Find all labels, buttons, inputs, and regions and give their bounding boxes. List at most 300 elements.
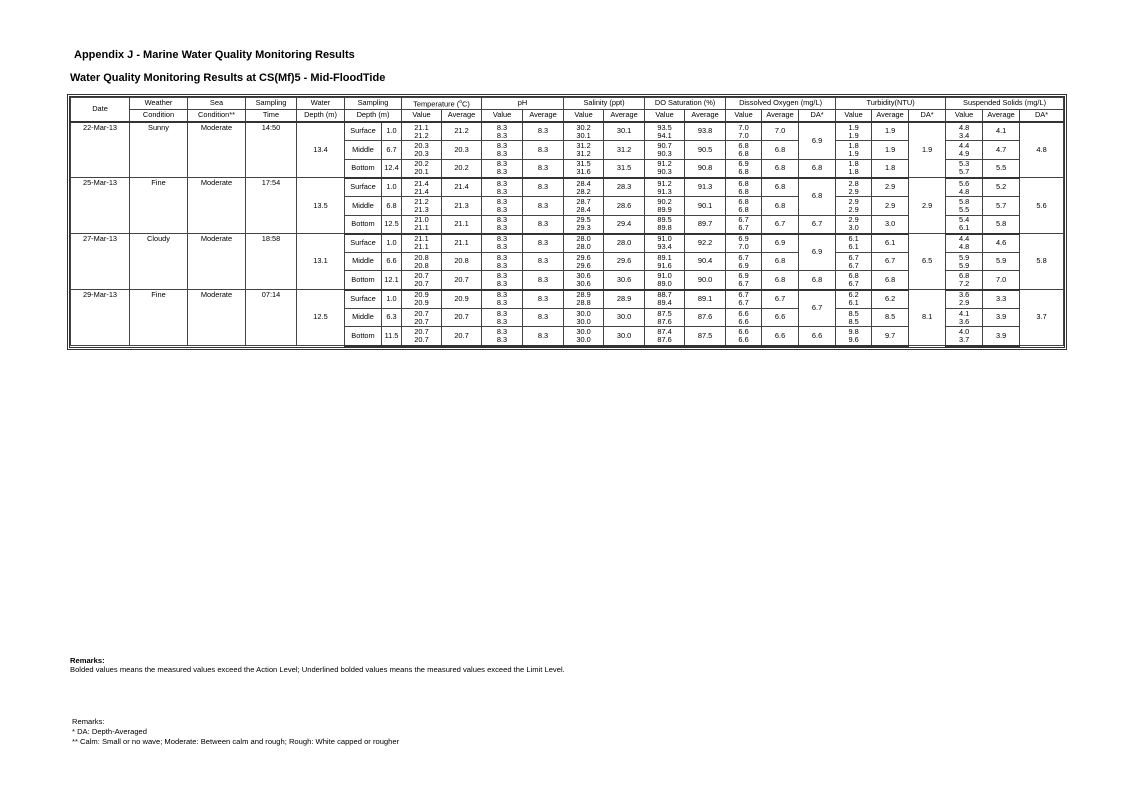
ph-average-cell: 8.3	[523, 159, 564, 178]
dissolved-oxygen-da-cell: 6.6	[799, 327, 836, 346]
ph-average-cell: 8.3	[523, 141, 564, 159]
turbidity-value: 2.9	[848, 204, 859, 214]
temperature-header: Temperature ($^o$C)	[402, 98, 482, 110]
suspended-solids-average-cell: 4.6	[983, 234, 1020, 253]
do-saturation-value: 89.1	[657, 252, 672, 262]
dissolved-oxygen-values-cell	[726, 178, 762, 197]
turbidity-values-cell	[836, 178, 872, 197]
ph-values-cell	[482, 197, 523, 215]
turbidity-values-cell	[836, 271, 872, 290]
temperature-value: 21.1	[414, 242, 429, 252]
turbidity-value: 6.7	[848, 260, 859, 270]
do-saturation-value: 91.3	[657, 186, 672, 196]
do-saturation-value: 91.0	[657, 234, 672, 244]
do-saturation-value: 87.6	[657, 316, 672, 326]
temperature-average-cell: 21.1	[442, 215, 482, 234]
dissolved-oxygen-value: 7.0	[738, 122, 749, 132]
weather-cell: Fine	[130, 178, 188, 234]
results-table-frame	[67, 94, 1067, 350]
do-saturation-value: 90.7	[657, 140, 672, 150]
table-row	[71, 234, 1064, 253]
da-header: DA*	[909, 110, 946, 123]
ph-values-cell	[482, 141, 523, 159]
turbidity-values-cell	[836, 290, 872, 309]
do-saturation-values-cell	[645, 309, 685, 327]
ph-value: 8.3	[496, 178, 508, 188]
do-saturation-average-cell: 89.1	[685, 290, 726, 309]
temperature-values-cell	[402, 327, 442, 346]
do-saturation-average-cell: 89.7	[685, 215, 726, 234]
sampling-depth-cell: 1.0	[382, 290, 402, 309]
turbidity-value: 2.9	[848, 215, 859, 225]
turbidity-value: 1.9	[848, 149, 859, 158]
turbidity-value: 8.5	[848, 308, 859, 318]
do-saturation-value: 89.8	[657, 223, 672, 233]
turbidity-value: 9.8	[848, 326, 859, 336]
temperature-average-cell: 20.3	[442, 141, 482, 159]
temperature-value: 21.2	[414, 130, 429, 140]
results-table	[70, 97, 1064, 347]
salinity-value: 29.3	[576, 223, 591, 233]
turbidity-average-cell: 8.5	[872, 309, 909, 327]
do-saturation-average-cell: 87.6	[685, 309, 726, 327]
sampling-depth-subheader: Depth (m)	[345, 110, 402, 123]
dissolved-oxygen-value: 6.8	[738, 178, 749, 188]
temperature-value: 20.7	[414, 279, 429, 289]
do-saturation-value: 89.4	[657, 298, 672, 308]
salinity-value: 30.0	[576, 334, 591, 344]
temperature-values-cell	[402, 271, 442, 290]
table-row	[71, 122, 1064, 141]
temperature-value: 21.1	[414, 234, 429, 244]
turbidity-value: 1.8	[848, 167, 859, 177]
ph-values-cell	[482, 253, 523, 271]
salinity-values-cell	[564, 327, 604, 346]
suspended-solids-da-cell: 5.8	[1020, 234, 1064, 290]
temperature-values-cell	[402, 290, 442, 309]
weather-header: Weather	[130, 98, 188, 110]
temperature-values-cell	[402, 253, 442, 271]
suspended-solids-values-cell	[946, 290, 983, 309]
salinity-average-cell: 31.5	[604, 159, 645, 178]
turbidity-average-cell: 6.7	[872, 253, 909, 271]
average-header: Average	[685, 110, 726, 123]
suspended-solids-value: 4.1	[958, 308, 970, 318]
ph-value: 8.3	[496, 196, 508, 206]
suspended-solids-value: 6.1	[958, 223, 970, 233]
dissolved-oxygen-value: 6.8	[738, 196, 749, 206]
sampling-depth-cell: 6.6	[382, 253, 402, 271]
temperature-values-cell	[402, 215, 442, 234]
salinity-value: 31.2	[576, 140, 591, 150]
salinity-header: Salinity (ppt)	[564, 98, 645, 110]
ph-value: 8.3	[496, 130, 508, 140]
turbidity-average-cell: 3.0	[872, 215, 909, 234]
salinity-value: 30.0	[576, 326, 591, 336]
sampling-level-cell: Surface	[345, 234, 382, 253]
suspended-solids-value: 2.9	[958, 298, 970, 308]
do-saturation-values-cell	[645, 159, 685, 178]
remarks-text: Bolded values means the measured values exceed the Action Level; Underlined bolded values means the measured values exceed the Limit Level.	[70, 665, 565, 674]
salinity-values-cell	[564, 215, 604, 234]
dissolved-oxygen-value: 6.7	[738, 223, 749, 233]
turbidity-values-cell	[836, 234, 872, 253]
suspended-solids-values-cell	[946, 197, 983, 215]
suspended-solids-average-cell: 5.8	[983, 215, 1020, 234]
dissolved-oxygen-da-cell: 6.8	[799, 159, 836, 178]
turbidity-average-cell: 2.9	[872, 197, 909, 215]
ph-value: 8.3	[496, 279, 508, 289]
dissolved-oxygen-values-cell	[726, 309, 762, 327]
appendix-title: Appendix J - Marine Water Quality Monitoring Results	[74, 49, 355, 61]
dissolved-oxygen-value: 6.9	[738, 270, 749, 280]
temperature-average-cell: 21.2	[442, 122, 482, 141]
date-cell: 25-Mar-13	[71, 178, 130, 234]
salinity-value: 28.9	[576, 290, 591, 300]
ph-value: 8.3	[496, 167, 508, 177]
sea-condition-cell: Moderate	[188, 178, 246, 234]
sampling-depth-cell: 6.3	[382, 309, 402, 327]
dissolved-oxygen-average-cell: 6.8	[762, 159, 799, 178]
sampling-depth-cell: 1.0	[382, 122, 402, 141]
dissolved-oxygen-value: 6.8	[738, 140, 749, 150]
dissolved-oxygen-values-cell	[726, 159, 762, 178]
salinity-values-cell	[564, 271, 604, 290]
value-header: Value	[482, 110, 523, 123]
dissolved-oxygen-values-cell	[726, 197, 762, 215]
suspended-solids-average-cell: 5.9	[983, 253, 1020, 271]
do-saturation-value: 87.4	[657, 326, 672, 336]
do-saturation-value: 91.2	[657, 178, 672, 188]
ph-values-cell	[482, 178, 523, 197]
sampling-level-cell: Middle	[345, 197, 382, 215]
suspended-solids-value: 4.4	[958, 140, 970, 150]
dissolved-oxygen-value: 6.6	[738, 308, 749, 318]
temperature-values-cell	[402, 197, 442, 215]
dissolved-oxygen-value: 6.8	[738, 149, 749, 158]
suspended-solids-da-cell: 3.7	[1020, 290, 1064, 346]
salinity-value: 31.2	[576, 149, 591, 158]
temperature-value: 21.1	[414, 122, 429, 132]
temperature-value: 20.8	[414, 260, 429, 270]
suspended-solids-value: 4.4	[958, 234, 970, 244]
do-saturation-values-cell	[645, 141, 685, 159]
salinity-values-cell	[564, 197, 604, 215]
temperature-value: 21.1	[414, 223, 429, 233]
salinity-value: 28.4	[576, 178, 591, 188]
turbidity-value: 8.5	[848, 316, 859, 326]
sampling-level-cell: Middle	[345, 309, 382, 327]
do-saturation-values-cell	[645, 122, 685, 141]
turbidity-value: 6.1	[848, 298, 859, 308]
table-row	[71, 290, 1064, 309]
suspended-solids-value: 4.8	[958, 186, 970, 196]
temperature-value: 20.7	[414, 308, 429, 318]
ph-header: pH	[482, 98, 564, 110]
salinity-values-cell	[564, 253, 604, 271]
dissolved-oxygen-average-cell: 6.8	[762, 253, 799, 271]
turbidity-value: 1.9	[848, 130, 859, 140]
temperature-values-cell	[402, 159, 442, 178]
suspended-solids-values-cell	[946, 271, 983, 290]
turbidity-values-cell	[836, 141, 872, 159]
suspended-solids-value: 4.8	[958, 242, 970, 252]
do-saturation-values-cell	[645, 178, 685, 197]
temperature-values-cell	[402, 178, 442, 197]
results-body	[71, 122, 1064, 346]
do-saturation-values-cell	[645, 234, 685, 253]
turbidity-average-cell: 6.1	[872, 234, 909, 253]
salinity-values-cell	[564, 290, 604, 309]
do-saturation-value: 89.0	[657, 279, 672, 289]
sampling-level-cell: Bottom	[345, 215, 382, 234]
suspended-solids-average-cell: 3.9	[983, 327, 1020, 346]
temperature-value: 20.7	[414, 270, 429, 280]
salinity-value: 30.6	[576, 279, 591, 289]
do-saturation-values-cell	[645, 271, 685, 290]
salinity-average-cell: 30.1	[604, 122, 645, 141]
suspended-solids-values-cell	[946, 309, 983, 327]
ph-values-cell	[482, 290, 523, 309]
salinity-values-cell	[564, 234, 604, 253]
do-saturation-value: 87.5	[657, 308, 672, 318]
suspended-solids-value: 5.9	[958, 260, 970, 270]
ph-average-cell: 8.3	[523, 197, 564, 215]
salinity-value: 31.6	[576, 167, 591, 177]
value-header: Value	[836, 110, 872, 123]
salinity-average-cell: 29.4	[604, 215, 645, 234]
turbidity-value: 2.9	[848, 196, 859, 206]
salinity-value: 30.0	[576, 308, 591, 318]
turbidity-value: 1.9	[848, 122, 859, 132]
temperature-average-cell: 20.9	[442, 290, 482, 309]
do-saturation-average-cell: 90.4	[685, 253, 726, 271]
temperature-value: 20.2	[414, 159, 429, 169]
temperature-value: 21.4	[414, 178, 429, 188]
suspended-solids-value: 5.6	[958, 178, 970, 188]
do-saturation-values-cell	[645, 327, 685, 346]
ph-values-cell	[482, 159, 523, 178]
suspended-solids-value: 4.8	[958, 122, 970, 132]
do-saturation-header: DO Saturation (%)	[645, 98, 726, 110]
salinity-values-cell	[564, 159, 604, 178]
ph-average-cell: 8.3	[523, 215, 564, 234]
weather-subheader: Condition	[130, 110, 188, 123]
do-saturation-value: 91.6	[657, 260, 672, 270]
suspended-solids-average-cell: 7.0	[983, 271, 1020, 290]
sampling-depth-cell: 12.4	[382, 159, 402, 178]
suspended-solids-values-cell	[946, 122, 983, 141]
suspended-solids-average-cell: 5.5	[983, 159, 1020, 178]
ph-value: 8.3	[496, 290, 508, 300]
ph-value: 8.3	[496, 159, 508, 169]
ph-values-cell	[482, 271, 523, 290]
turbidity-average-cell: 1.8	[872, 159, 909, 178]
dissolved-oxygen-da-cell: 6.7	[799, 215, 836, 234]
turbidity-value: 1.8	[848, 140, 859, 150]
ph-value: 8.3	[496, 270, 508, 280]
value-header: Value	[726, 110, 762, 123]
suspended-solids-average-cell: 3.3	[983, 290, 1020, 309]
temperature-average-cell: 21.1	[442, 234, 482, 253]
header-row-2	[71, 110, 1064, 123]
turbidity-values-cell	[836, 122, 872, 141]
dissolved-oxygen-values-cell	[726, 234, 762, 253]
turbidity-values-cell	[836, 197, 872, 215]
sampling-level-cell: Surface	[345, 178, 382, 197]
sampling-level-cell: Bottom	[345, 271, 382, 290]
ph-value: 8.3	[496, 316, 508, 326]
sea-header: Sea	[188, 98, 246, 110]
table-title: Water Quality Monitoring Results at CS(Mf)5 - Mid-FloodTide	[70, 72, 386, 84]
salinity-values-cell	[564, 141, 604, 159]
temperature-value: 20.8	[414, 252, 429, 262]
do-saturation-value: 89.5	[657, 215, 672, 225]
salinity-value: 30.2	[576, 122, 591, 132]
salinity-values-cell	[564, 122, 604, 141]
sampling-time-cell: 14:50	[246, 122, 297, 178]
dissolved-oxygen-value: 6.8	[738, 167, 749, 177]
date-cell: 27-Mar-13	[71, 234, 130, 290]
turbidity-value: 3.0	[848, 223, 859, 233]
suspended-solids-value: 7.2	[958, 279, 970, 289]
turbidity-value: 2.9	[848, 186, 859, 196]
sampling-depth-cell: 6.7	[382, 141, 402, 159]
time-header: Sampling	[246, 98, 297, 110]
dissolved-oxygen-value: 7.0	[738, 130, 749, 140]
temperature-value: 21.4	[414, 186, 429, 196]
dissolved-oxygen-average-cell: 6.9	[762, 234, 799, 253]
sea-condition-cell: Moderate	[188, 122, 246, 178]
turbidity-average-cell: 1.9	[872, 122, 909, 141]
temperature-average-cell: 20.7	[442, 327, 482, 346]
dissolved-oxygen-average-cell: 6.6	[762, 309, 799, 327]
sea-condition-cell: Moderate	[188, 290, 246, 346]
sampling-depth-cell: 12.1	[382, 271, 402, 290]
do-saturation-average-cell: 90.0	[685, 271, 726, 290]
water-depth-cell: 13.5	[297, 178, 345, 234]
suspended-solids-average-cell: 5.2	[983, 178, 1020, 197]
dissolved-oxygen-average-cell: 6.8	[762, 197, 799, 215]
average-header: Average	[523, 110, 564, 123]
dissolved-oxygen-value: 6.7	[738, 215, 749, 225]
salinity-average-cell: 28.0	[604, 234, 645, 253]
da-header: DA*	[799, 110, 836, 123]
turbidity-average-cell: 1.9	[872, 141, 909, 159]
ph-value: 8.3	[496, 260, 508, 270]
ph-value: 8.3	[496, 140, 508, 150]
dissolved-oxygen-value: 6.9	[738, 260, 749, 270]
turbidity-value: 6.2	[848, 290, 859, 300]
ph-average-cell: 8.3	[523, 271, 564, 290]
weather-cell: Sunny	[130, 122, 188, 178]
table-row	[71, 178, 1064, 197]
do-saturation-values-cell	[645, 197, 685, 215]
water-depth-header: Water	[297, 98, 345, 110]
suspended-solids-value: 5.7	[958, 167, 970, 177]
suspended-solids-value: 5.4	[958, 215, 970, 225]
do-saturation-value: 90.2	[657, 196, 672, 206]
sea-subheader: Condition**	[188, 110, 246, 123]
suspended-solids-da-cell: 4.8	[1020, 122, 1064, 178]
salinity-value: 29.6	[576, 260, 591, 270]
salinity-value: 28.4	[576, 204, 591, 214]
do-saturation-average-cell: 93.8	[685, 122, 726, 141]
dissolved-oxygen-header: Dissolved Oxygen (mg/L)	[726, 98, 836, 110]
suspended-solids-values-cell	[946, 253, 983, 271]
temperature-average-cell: 20.2	[442, 159, 482, 178]
salinity-value: 28.7	[576, 196, 591, 206]
value-header: Value	[564, 110, 604, 123]
dissolved-oxygen-values-cell	[726, 290, 762, 309]
weather-cell: Fine	[130, 290, 188, 346]
suspended-solids-value: 3.6	[958, 290, 970, 300]
value-header: Value	[402, 110, 442, 123]
salinity-values-cell	[564, 178, 604, 197]
temperature-value: 20.9	[414, 298, 429, 308]
sampling-depth-cell: 12.5	[382, 215, 402, 234]
do-saturation-average-cell: 90.1	[685, 197, 726, 215]
ph-value: 8.3	[496, 326, 508, 336]
dissolved-oxygen-da-cell: 6.9	[799, 122, 836, 159]
suspended-solids-values-cell	[946, 215, 983, 234]
do-saturation-average-cell: 90.5	[685, 141, 726, 159]
turbidity-value: 6.7	[848, 279, 859, 289]
ph-value: 8.3	[496, 186, 508, 196]
suspended-solids-header: Suspended Solids (mg/L)	[946, 98, 1064, 110]
remarks-action-level	[70, 656, 565, 674]
dissolved-oxygen-value: 6.7	[738, 290, 749, 300]
dissolved-oxygen-values-cell	[726, 141, 762, 159]
ph-average-cell: 8.3	[523, 253, 564, 271]
ph-values-cell	[482, 327, 523, 346]
dissolved-oxygen-average-cell: 6.8	[762, 271, 799, 290]
sampling-level-cell: Surface	[345, 122, 382, 141]
ph-value: 8.3	[496, 223, 508, 233]
average-header: Average	[762, 110, 799, 123]
dissolved-oxygen-value: 6.9	[738, 159, 749, 169]
ph-value: 8.3	[496, 149, 508, 158]
sampling-level-cell: Bottom	[345, 327, 382, 346]
dissolved-oxygen-values-cell	[726, 122, 762, 141]
turbidity-value: 2.8	[848, 178, 859, 188]
temperature-values-cell	[402, 141, 442, 159]
ph-average-cell: 8.3	[523, 309, 564, 327]
dissolved-oxygen-da-cell: 6.7	[799, 290, 836, 327]
do-saturation-value: 90.3	[657, 167, 672, 177]
temperature-values-cell	[402, 122, 442, 141]
do-saturation-value: 91.2	[657, 159, 672, 169]
remark-depth-averaged: * DA: Depth-Averaged	[72, 727, 147, 736]
suspended-solids-values-cell	[946, 178, 983, 197]
water-depth-cell: 12.5	[297, 290, 345, 346]
turbidity-header: Turbidity(NTU)	[836, 98, 946, 110]
dissolved-oxygen-value: 6.7	[738, 252, 749, 262]
turbidity-average-cell: 9.7	[872, 327, 909, 346]
dissolved-oxygen-values-cell	[726, 327, 762, 346]
ph-value: 8.3	[496, 252, 508, 262]
suspended-solids-values-cell	[946, 327, 983, 346]
dissolved-oxygen-average-cell: 6.7	[762, 290, 799, 309]
turbidity-average-cell: 2.9	[872, 178, 909, 197]
salinity-value: 30.1	[576, 130, 591, 140]
remarks-legend-heading: Remarks:	[72, 717, 105, 726]
dissolved-oxygen-average-cell: 6.8	[762, 141, 799, 159]
salinity-value: 29.5	[576, 215, 591, 225]
suspended-solids-average-cell: 4.1	[983, 122, 1020, 141]
salinity-average-cell: 30.0	[604, 309, 645, 327]
average-header: Average	[983, 110, 1020, 123]
